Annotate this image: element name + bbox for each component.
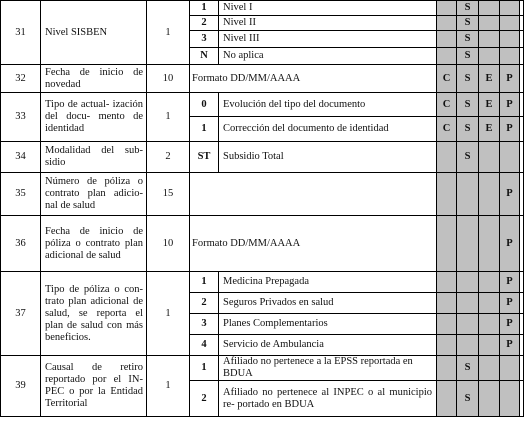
flag-c: C xyxy=(437,117,457,142)
value-code: 4 xyxy=(190,335,219,356)
table-row xyxy=(1,216,524,272)
format-text: Formato DD/MM/AAAA xyxy=(190,65,437,93)
field-number: 35 xyxy=(1,173,41,216)
field-length: 1 xyxy=(147,272,190,356)
flag-p: P xyxy=(500,335,520,356)
flag-c: C xyxy=(437,93,457,117)
value-description: Subsidio Total xyxy=(219,142,437,173)
flag-s: S xyxy=(457,31,479,48)
field-length: 1 xyxy=(147,356,190,417)
field-name: Nivel SISBEN xyxy=(41,1,147,65)
value-description: Medicina Prepagada xyxy=(219,272,437,293)
flag-e: E xyxy=(479,117,500,142)
field-number: 33 xyxy=(1,93,41,142)
field-name: Número de póliza o contrato plan adicio- nal de salud xyxy=(41,173,147,216)
field-length: 1 xyxy=(147,1,190,65)
table-row xyxy=(1,173,524,216)
flag-e: E xyxy=(479,93,500,117)
flag-e: E xyxy=(479,65,500,93)
field-number: 31 xyxy=(1,1,41,65)
field-name: Modalidad del sub- sidio xyxy=(41,142,147,173)
field-number: 32 xyxy=(1,65,41,93)
field-name: Tipo de actual- ización del docu- mento de identidad xyxy=(41,93,147,142)
field-name: Tipo de póliza o con- trato plan adicional de salud, se reporta el plan de salud con más beneficios. xyxy=(41,272,147,356)
flag-p: P xyxy=(500,293,520,314)
flag-s: S xyxy=(457,16,479,31)
value-code: 1 xyxy=(190,117,219,142)
flag-p: P xyxy=(500,314,520,335)
value-code: 1 xyxy=(190,356,219,381)
flag-p: P xyxy=(500,173,520,216)
field-length: 15 xyxy=(147,173,190,216)
value-description: Nivel III xyxy=(219,31,437,48)
value-code: ST xyxy=(190,142,219,173)
value-description: Corrección del documento de identidad xyxy=(219,117,437,142)
flag-s: S xyxy=(457,356,479,381)
value-description: Planes Complementarios xyxy=(219,314,437,335)
value-code: 1 xyxy=(190,272,219,293)
value-description: Nivel II xyxy=(219,16,437,31)
table-row xyxy=(1,93,524,117)
value-description: Evolución del tipo del documento xyxy=(219,93,437,117)
field-name: Fecha de inicio de póliza o contrato plan adicional de salud xyxy=(41,216,147,272)
flag-s: S xyxy=(457,93,479,117)
value-code: 2 xyxy=(190,293,219,314)
value-code: N xyxy=(190,48,219,65)
field-number: 39 xyxy=(1,356,41,417)
value-description: Seguros Privados en salud xyxy=(219,293,437,314)
field-length: 1 xyxy=(147,93,190,142)
format-text: Formato DD/MM/AAAA xyxy=(190,216,437,272)
value-description: Afiliado no pertenece al INPEC o al municipio re- portado en BDUA xyxy=(219,381,437,417)
table-row xyxy=(1,65,524,93)
value-description: No aplica xyxy=(219,48,437,65)
value-description: Servicio de Ambulancia xyxy=(219,335,437,356)
flag-p: P xyxy=(500,93,520,117)
flag-s: S xyxy=(457,1,479,16)
field-length: 10 xyxy=(147,216,190,272)
flag-s: S xyxy=(457,142,479,173)
table-row xyxy=(1,1,524,16)
field-number: 34 xyxy=(1,142,41,173)
flag-s: S xyxy=(457,65,479,93)
field-number: 37 xyxy=(1,272,41,356)
flag-p: P xyxy=(500,216,520,272)
field-name: Fecha de inicio de novedad xyxy=(41,65,147,93)
value-code: 2 xyxy=(190,16,219,31)
value-code: 2 xyxy=(190,381,219,417)
table-row xyxy=(1,272,524,293)
flag-s: S xyxy=(457,381,479,417)
field-length: 10 xyxy=(147,65,190,93)
field-name: Causal de retiro reportado por el IN- PEC o por la Entidad Territorial xyxy=(41,356,147,417)
flag-p: P xyxy=(500,117,520,142)
flag-s: S xyxy=(457,48,479,65)
table-row xyxy=(1,356,524,381)
flag-s: S xyxy=(457,117,479,142)
value-code: 3 xyxy=(190,31,219,48)
flag-p: P xyxy=(500,272,520,293)
value-code: 1 xyxy=(190,1,219,16)
value-description: Afiliado no pertenece a la EPSS reportada en BDUA xyxy=(219,356,437,381)
field-length: 2 xyxy=(147,142,190,173)
field-number: 36 xyxy=(1,216,41,272)
table-row xyxy=(1,142,524,173)
value-code: 3 xyxy=(190,314,219,335)
flag-c: C xyxy=(437,65,457,93)
flag-p: P xyxy=(500,65,520,93)
value-code: 0 xyxy=(190,93,219,117)
value-description: Nivel I xyxy=(219,1,437,16)
